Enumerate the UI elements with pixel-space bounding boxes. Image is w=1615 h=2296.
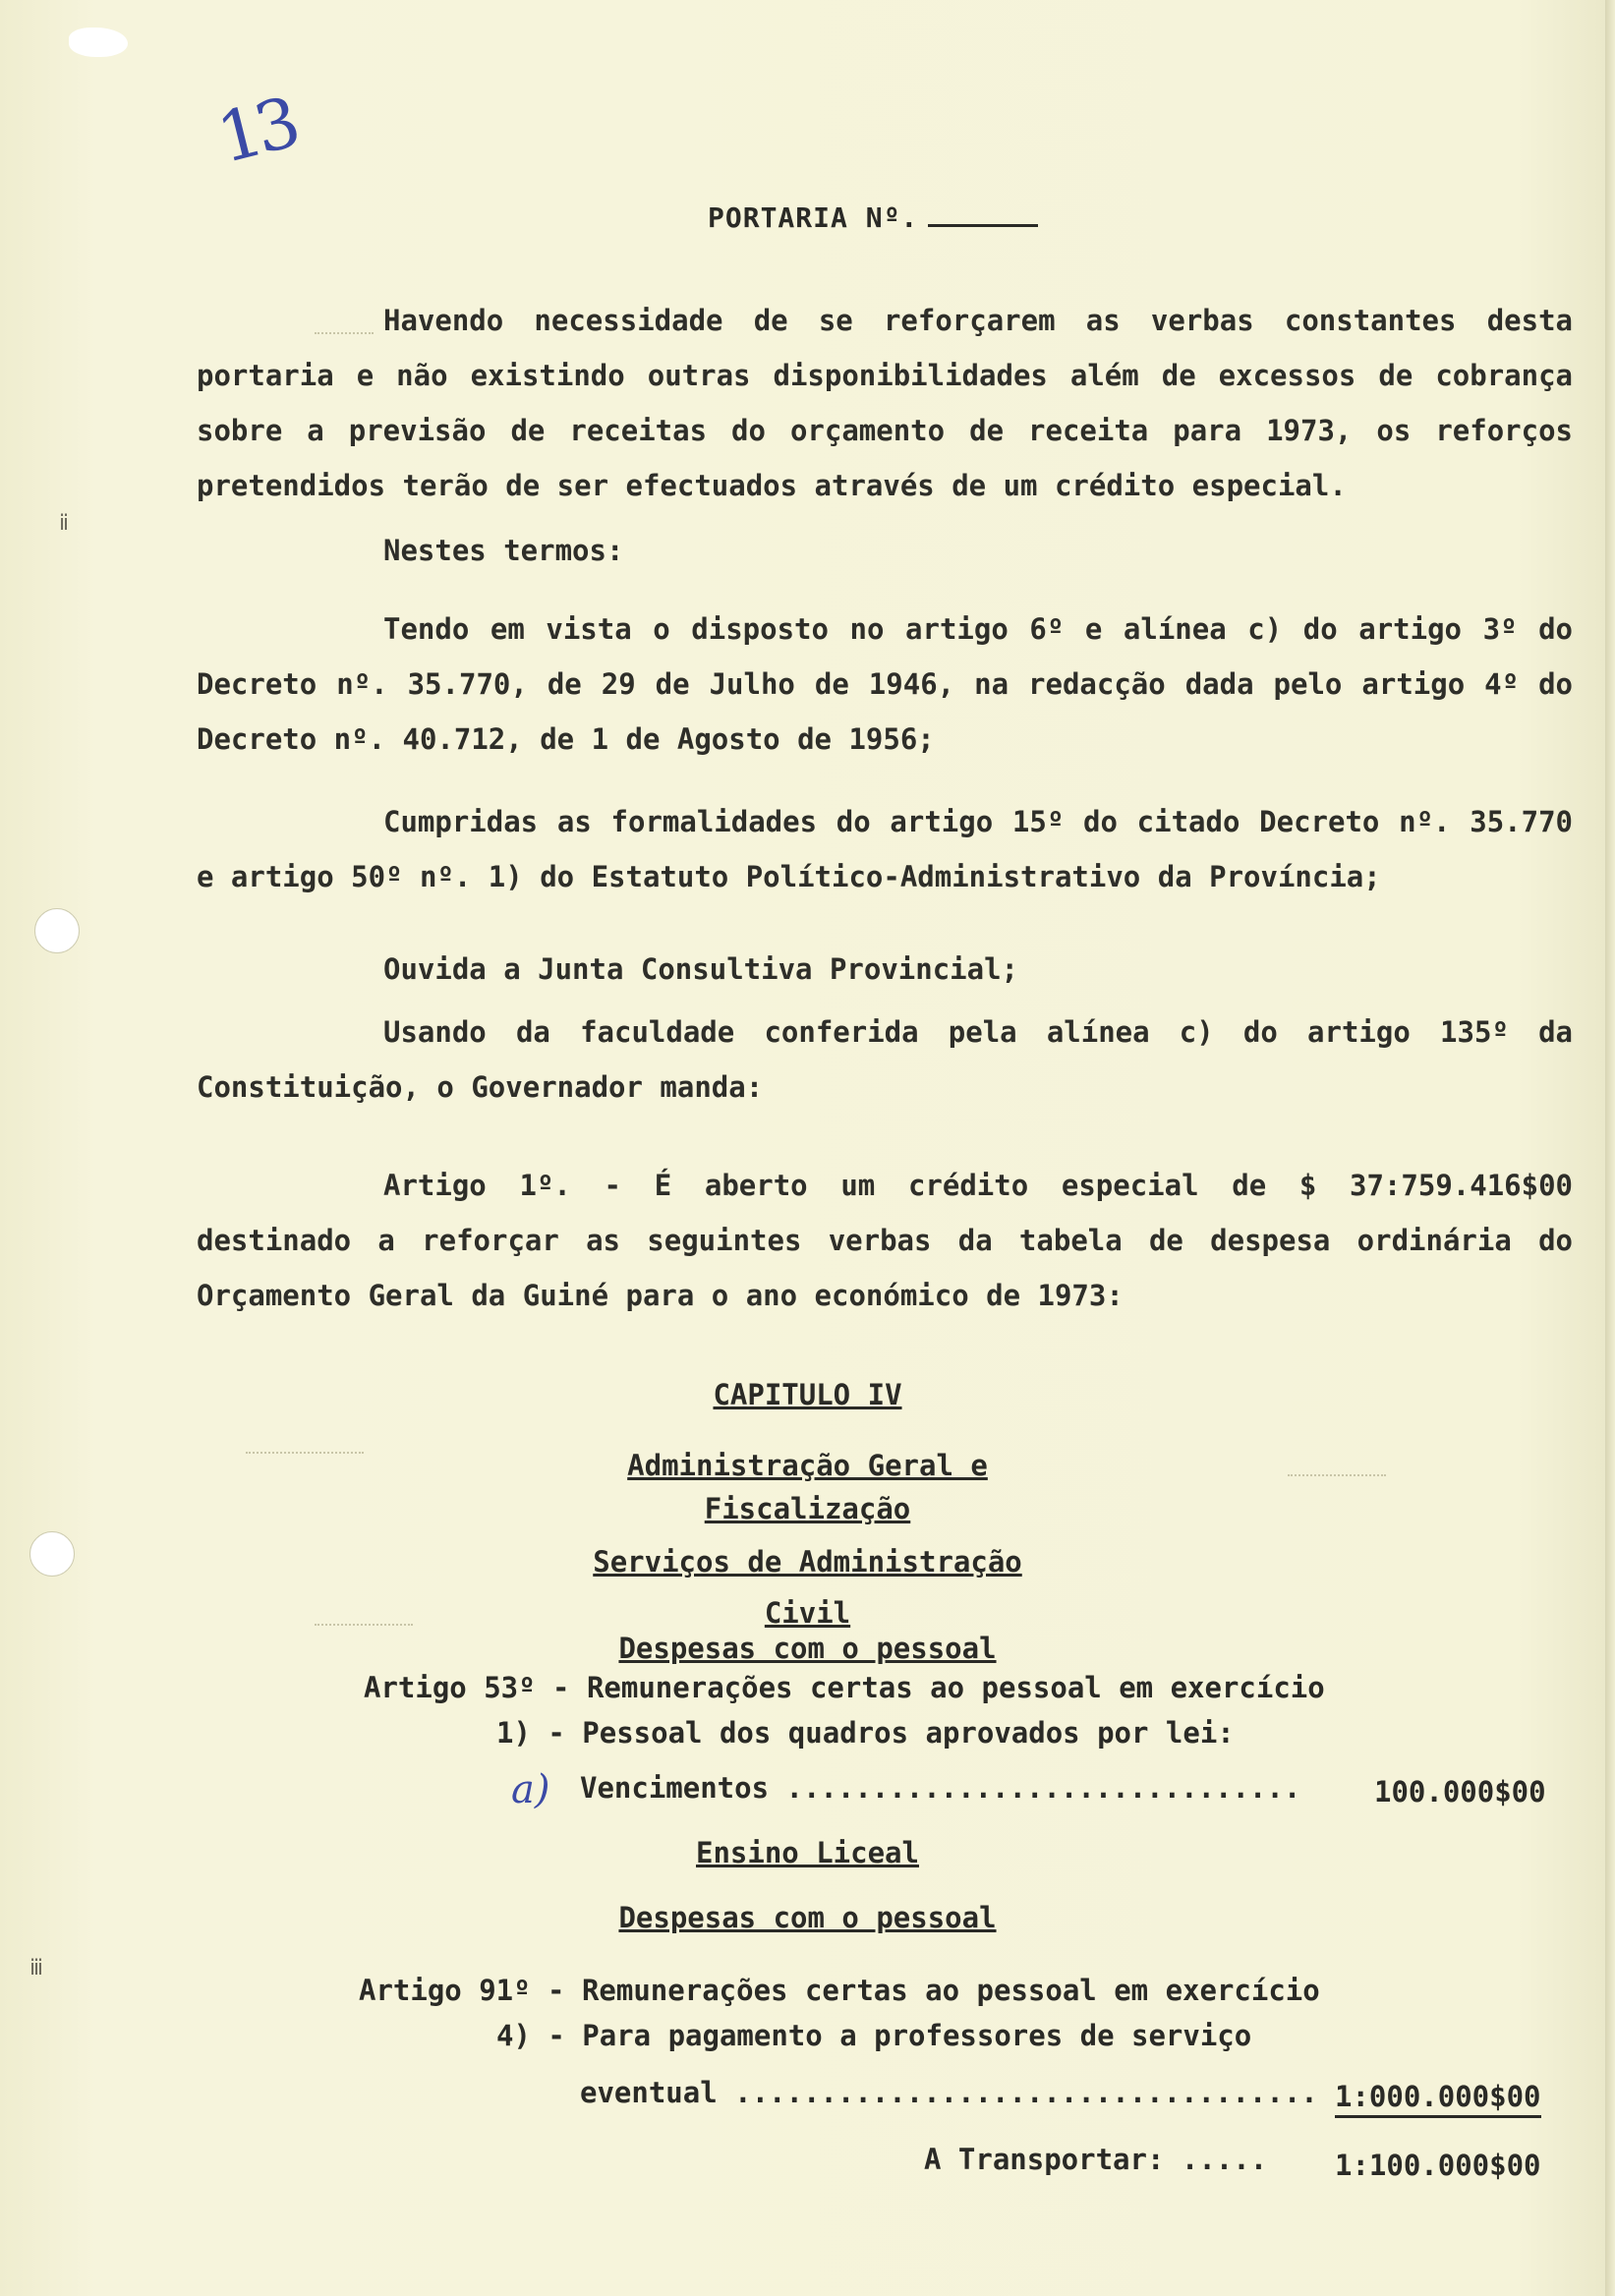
heading-administracao: Administração Geral e	[627, 1449, 988, 1482]
paragraph-text: Nestes termos:	[383, 534, 624, 567]
title-blank	[928, 224, 1038, 227]
handwritten-page-number: 13	[209, 82, 303, 180]
line-artigo-91: Artigo 91º - Remunerações certas ao pessoal em exercício	[359, 1974, 1320, 2007]
heading-servicos: Serviços de Administração	[593, 1545, 1022, 1578]
paragraph-text: Usando da faculdade conferida pela alínea c) do artigo 135º da Constituição, o Governador manda:	[197, 1015, 1573, 1104]
handwritten-item-letter: a)	[511, 1767, 550, 1812]
page-edge	[1605, 0, 1615, 2296]
paragraph-formalidades	[197, 794, 1573, 904]
line-eventual: eventual ..................................	[580, 2076, 1318, 2109]
paragraph-text: Artigo 1º. - É aberto um crédito especial de $ 37:759.416$00 destinado a reforçar as seguintes verbas da tabela de despesa ordinária do Orçamento Geral da Guiné para o ano económico de 1973:	[197, 1169, 1573, 1312]
amount-eventual: 1:000.000$00	[1335, 2080, 1541, 2118]
paragraph-text: Cumpridas as formalidades do artigo 15º do citado Decreto nº. 35.770 e artigo 50º nº. 1) do Estatuto Político-Administrativo da Província;	[197, 805, 1573, 893]
title-text: PORTARIA Nº.	[708, 201, 919, 234]
paragraph-text: Ouvida a Junta Consultiva Provincial;	[383, 952, 1019, 986]
line-artigo-91-item-4: 4) - Para pagamento a professores de serviço	[496, 2019, 1252, 2052]
transport-amount: 1:100.000$00	[1335, 2149, 1541, 2182]
paragraph-nestes-termos	[197, 523, 1615, 578]
heading-fiscalizacao: Fiscalização	[704, 1492, 911, 1525]
line-artigo-53-item-1: 1) - Pessoal dos quadros aprovados por lei:	[496, 1716, 1235, 1750]
paragraph-artigo-1	[197, 1158, 1573, 1323]
heading-civil: Civil	[764, 1596, 851, 1630]
transport-label: A Transportar: .....	[924, 2143, 1268, 2176]
paragraph-preamble	[197, 293, 1573, 513]
paragraph-text: Havendo necessidade de se reforçarem as verbas constantes desta portaria e não existindo outras disponibilidades além de excessos de cobrança sobre a previsão de receitas do orçamento de receita para 1973, os reforços pretendidos terão de ser efectuados através de um crédito especial.	[197, 304, 1573, 502]
heading-ensino-liceal: Ensino Liceal	[696, 1836, 919, 1869]
line-artigo-53: Artigo 53º - Remunerações certas ao pessoal em exercício	[364, 1671, 1325, 1704]
amount-vencimentos: 100.000$00	[1374, 1775, 1546, 1808]
document-title	[708, 201, 1038, 234]
heading-capitulo: CAPITULO IV	[713, 1378, 902, 1411]
paper-speck: ⅲ	[29, 1956, 44, 1980]
torn-corner	[69, 28, 128, 57]
paragraph-faculdade	[197, 1004, 1573, 1115]
punch-hole	[34, 908, 80, 953]
paper-speck: ⅱ	[59, 511, 70, 536]
paragraph-text: Tendo em vista o disposto no artigo 6º e alínea c) do artigo 3º do Decreto nº. 35.770, de 29 de Julho de 1946, na redacção dada pelo artigo 4º do Decreto nº. 40.712, de 1 de Agosto de 1956;	[197, 612, 1573, 756]
line-vencimentos: Vencimentos ..............................	[580, 1771, 1301, 1805]
heading-despesas-pessoal: Despesas com o pessoal	[618, 1632, 997, 1665]
paragraph-junta	[197, 942, 1615, 997]
heading-despesas-pessoal-2: Despesas com o pessoal	[618, 1901, 997, 1934]
paragraph-decreto	[197, 602, 1573, 767]
